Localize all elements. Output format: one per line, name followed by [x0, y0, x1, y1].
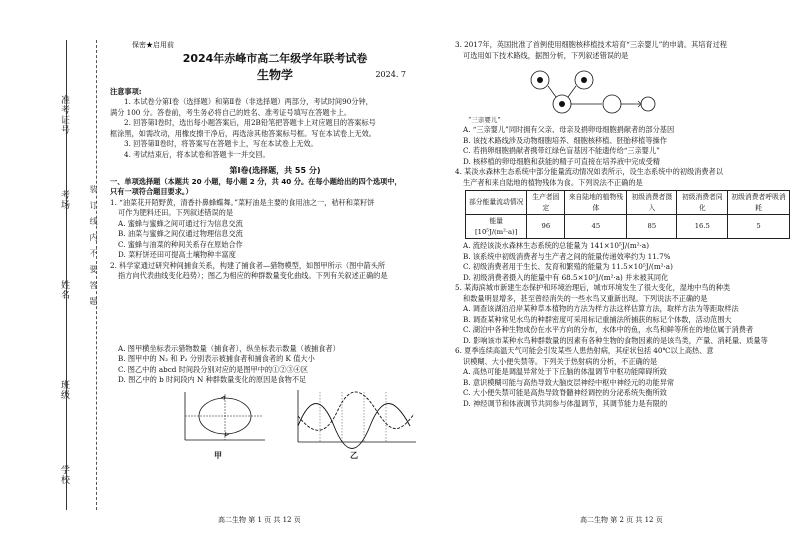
predator-prey-model-figure [175, 388, 270, 448]
q5-stem-cont: 和数量明显增多，甚至曾经消失的一些水鸟又重新出现。下列说法不正确的是 [463, 293, 708, 303]
three-parent-baby-diagram [520, 64, 670, 124]
table-header-cell: 部分能量流动情况 [466, 191, 527, 215]
q1-stem-cont: 可作为肥料还田。下列叙述错误的是 [118, 208, 234, 217]
population-curve-figure [290, 386, 420, 450]
figure-yi-label: 乙 [350, 450, 358, 460]
q6-option-a: A. 高热可能是调温异常处于下丘脑的体温调节中枢功能障碍所致 [463, 367, 667, 376]
q2-option-a: A. 图甲横坐标表示猎物数量（捕食者），纵坐标表示数量（被捕食者） [118, 343, 340, 353]
table-cell: 85 [627, 215, 677, 239]
school-label: 学校 [59, 465, 69, 485]
table-cell: 5 [728, 215, 790, 239]
table-header-cell: 初级消费者呼吸消耗 [728, 191, 790, 215]
q4-stem-cont: 生产者和来自陆地的植物残体为食。下列说法不正确的是 [463, 177, 643, 187]
exam-date: 2024. 7 [375, 69, 406, 79]
secret-mark: 保密★启用前 [132, 41, 174, 49]
q2-stem: 2. 科学家通过研究种间捕食关系，构建了捕食者—猎物模型，如图甲所示（图中箭头所 [110, 260, 386, 270]
q2-figure-space [110, 282, 440, 344]
subject-title: 生物学 [256, 67, 293, 82]
notice-heading: 注意事项: [110, 86, 142, 96]
energy-flow-table [465, 190, 790, 239]
q4-option-d: D. 初级消费者摄入的能量中有 68.5×10⁵J/(m²·a) 并未被其同化 [463, 272, 669, 282]
q4-option-a: A. 流经该淡水森林生态系统的总能量为 141×10⁵J/(m²·a) [463, 241, 649, 250]
q6-option-b: B. 意识模糊可能与高热导致大脑皮层神经中枢中神经元的功能异常 [463, 377, 675, 387]
q2-option-c: C. 图乙中的 abcd 时间段分别对应的是图甲中的①②③④区 [118, 364, 309, 374]
q5-option-a: A. 调查该湖泊沿岸某种草本植物的方法为样方法这样估算方法，取样方法为等距取样法 [463, 304, 739, 313]
left-page-footer: 高二生物 第 1 页 共 12 页 [218, 516, 301, 524]
three-parent-baby-label: “三亲婴儿” [468, 116, 501, 124]
table-header-cell: 生产者固定 [527, 191, 565, 215]
notice-item: 1. 本试卷分第Ⅰ卷（选择题）和第Ⅱ卷（非选择题）两部分，考试时间90分钟， [124, 97, 373, 106]
table-cell: 96 [527, 215, 565, 239]
exam-room-label: 考场 [59, 190, 69, 210]
part1-title: 第Ⅰ卷(选择题，共 55 分) [229, 166, 321, 175]
q5-option-c: C. 湖泊中各种生物成份在水平方向的分布，水体中的鱼，水鸟和鲜等所在的地位属于消费者 [463, 325, 754, 334]
q4-option-b: B. 该系统中初级消费者与生产者之间的能量传递效率约为 11.7% [463, 251, 671, 261]
q1-option-a: A. 蜜蜂与蜜蜂之间可通过行为信息交流 [118, 218, 243, 228]
q2-stem-cont: 指方向代表曲线变化趋势）；图乙为相应的种群数量变化曲线。下列有关叙述正确的是 [118, 271, 388, 280]
table-row-label: 能量[10⁵J/(m²·a)] [466, 215, 527, 239]
notice-item: 满分 100 分。答卷前，考生务必将自己的姓名、准考证号填写在答题卡上。 [110, 107, 352, 117]
table-header-cell: 初级消费者同化 [677, 191, 728, 215]
seal-line-text: 装 订 线 内 不 要 答 题 [89, 185, 98, 305]
binding-strip [0, 0, 110, 533]
q3-option-d: D. 核移植的卵母细胞和获能的精子可直接在培养液中完成受精 [463, 156, 660, 166]
table-cell: 45 [565, 215, 627, 239]
right-page-footer: 高二生物 第 2 页 共 12 页 [580, 516, 663, 524]
notice-item: 3. 回答第Ⅱ卷时，将答案写在答题卡上，写在本试卷上无效。 [124, 139, 318, 148]
table-header-cell: 来自陆地的植物残体 [565, 191, 627, 215]
q5-option-d: D. 影响该市某种水鸟种群数量的因素有各种生物的食物因素的是该鸟类，产量、消耗量、质量等 [463, 335, 768, 345]
q2-option-d: D. 图乙中的 b 时间段内 N 种群数量变化的原因是食物不足 [118, 375, 307, 384]
q5-stem: 5. 某海滨城市新建生态保护和环境治理后，城市环境发生了很大变化，湿地中鸟的种类 [455, 283, 731, 292]
q3-option-a: A. “三亲婴儿”同时拥有父亲、母亲及捐卵母细胞捐献者的部分基因 [463, 125, 675, 134]
q6-stem: 6. 夏季连续高温天气可能会引发某些人患热射病，其症状包括 40℃以上高热、意 [455, 346, 714, 355]
q5-option-b: B. 调查某种常见水鸟的种群密度可采用标记重捕法所捕获的标记个体数，活动范围大 [463, 314, 732, 324]
exam-number-label: 准考证号 [59, 95, 69, 135]
notice-item: 框涂黑，如需改动，用橡皮擦干净后，再选涂其他答案标号框。写在本试卷上无效。 [110, 128, 376, 138]
q6-stem-cont: 识模糊、大小便失禁等。下列关于热射病的分析，不正确的是 [463, 356, 658, 366]
q1-stem: 1. “油菜花开陌野黄，清香扑鼻蜂蝶舞。”菜籽油是主要的食用油之一，秸秆和菜籽饼 [110, 197, 375, 207]
notice-item: 4. 考试结束后，将本试卷和答题卡一并交回。 [124, 149, 270, 159]
figure-jia-label: 甲 [214, 450, 222, 460]
section-heading-cont: 只有一项符合题目要求。） [110, 187, 193, 196]
q1-option-c: C. 蜜蜂与油菜的种间关系存在原始合作 [118, 239, 243, 249]
table-cell: 16.5 [677, 215, 728, 239]
table-header-cell: 初级消费者摄入 [627, 191, 677, 215]
section-heading: 一、单项选择题（本题共 20 小题，每小题 2 分，共 40 分。在每小题给出的四个选项中， [110, 176, 402, 186]
q3-option-b: B. 该技术路线涉及动物细胞培养、细胞核移植、胚胎移植等操作 [463, 135, 667, 145]
name-label: 姓名 [59, 280, 69, 300]
q6-option-d: D. 神经调节和体液调节共同参与体温调节，其调节能力是有限的 [463, 398, 668, 408]
q3-option-c: C. 若捐卵细胞捐献者携带红绿色盲基因不能遗传给“三亲婴儿” [463, 146, 660, 155]
class-label: 班级 [59, 380, 69, 400]
q2-option-b: B. 图甲中的 N₂ 和 P₂ 分别表示被捕食者和捕食者的 K 值大小 [118, 354, 315, 363]
q3-stem-cont: 可选用如下技术路线，据图分析，下列叙述错误的是 [463, 50, 629, 60]
binding-line [66, 40, 67, 510]
q6-option-c: C. 大小便失禁可能是高热导致脊髓神经调控的分泌系统失衡所致 [463, 388, 667, 397]
q4-stem: 4. 某淡水森林生态系统中部分能量流动情况如表所示，设生态系统中的初级消费者以 [455, 167, 723, 176]
q3-stem: 3. 2017年，英国批准了首例使用细胞核移植技术培育“三亲婴儿”的申请。其培育过程 [455, 40, 727, 49]
q4-option-c: C. 初级消费者用于生长、发育和繁殖的能量为 11.5×10⁵J/(m²·a) [463, 262, 673, 271]
notice-item: 2. 回答第Ⅰ卷时，选出每小题答案后，用2B铅笔把答题卡上对应题目的答案标号 [124, 118, 376, 127]
exam-title: 2024年赤峰市高二年级学年联考试卷 [182, 51, 368, 65]
q1-option-d: D. 菜籽饼还田可提高土壤物种丰富度 [118, 250, 236, 259]
q1-option-b: B. 油菜与蜜蜂之间仅通过物理信息交流 [118, 229, 243, 238]
left-page [110, 40, 440, 386]
